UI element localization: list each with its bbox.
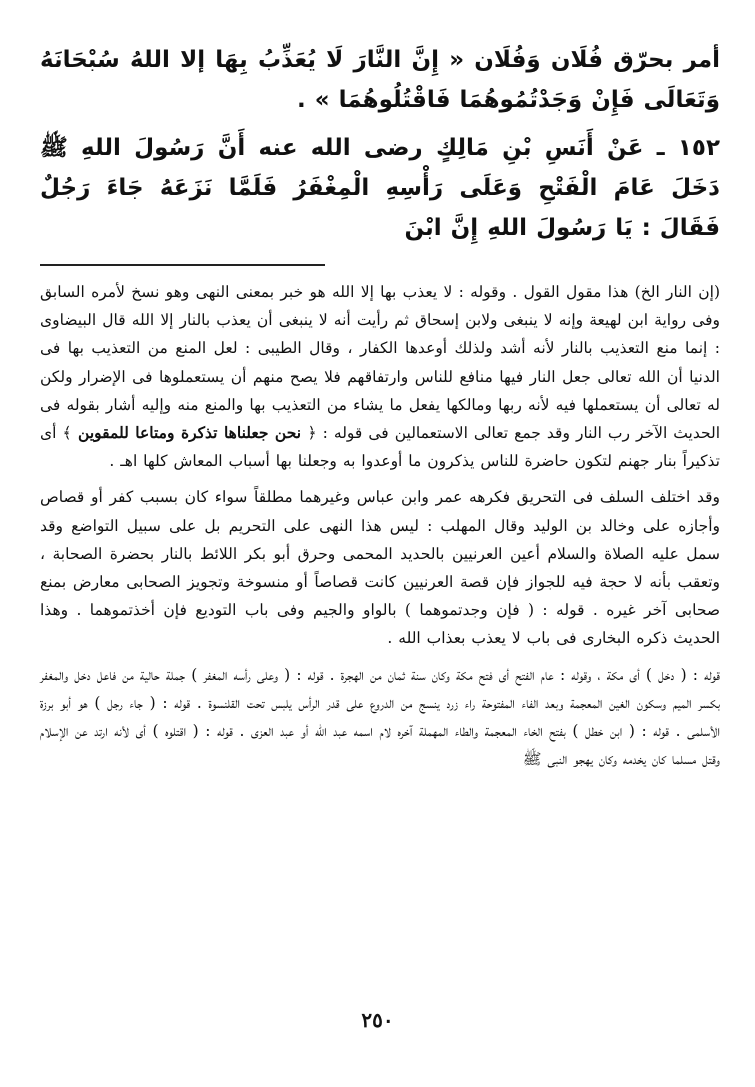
hadith-text-152: ١٥٢ ـ عَنْ أَنَسِ بْنِ مَالِكٍ رضى الله عنه أَنَّ رَسُولَ اللهِ ﷺ دَخَلَ عَامَ الْفَتْحِ وَعَلَى رَأْسِهِ الْمِغْفَرُ فَلَمَّا نَزَعَهُ جَاءَ رَجُلٌ فَقَالَ : يَا رَسُولَ اللهِ إِنَّ ابْنَ [40,135,720,241]
page-number: ٢٥٠ [361,1008,394,1032]
commentary-text: (إن النار الخ) هذا مقول القول . وقوله : لا يعذب بها إلا الله هو خبر بمعنى النهى وهو نسخ لأمره السابق وفى رواية ابن لهيعة وإنه لا ينبغى ولابن إسحاق ثم رأيت أنه لا ينبغى أن يعذب بالنار إلا الله قال البيضاوى : إنما منع التعذيب بالنار لأنه أشد ولذلك أوعدها الكفار ، وقال الطيبى : لعل المنع من التعذيب بها فى الدنيا أن الله تعالى جعل النار فيها منافع للناس وارتفاقهم فلا يصح منهم أن يستعملوها فى الإضرار ولكن له تعالى أن يستعملها فيه لأنه ربها ومالكها يفعل ما يشاء من التعذيب بها والمنع منه وإليه أشار بقوله فى الحديث الآخر رب النار وقد جمع تعالى الاستعمالين فى قوله : ﴿ [40,283,721,443]
commentary-text: ﴾ أى تذكيراً بنار جهنم لتكون حاضرة للناس يذكرون ما أوعدوا به وجعلنا بها أسباب المعاش كلها اهـ . [40,424,720,471]
commentary-paragraph-3: قوله : ( دخل ) أى مكة ، وقوله : عام الفتح أى فتح مكة وكان سنة ثمان من الهجرة . قوله : ( وعلى رأسه المغفر ) جملة حالية من فاعل دخل والمغفر بكسر الميم وسكون الغين المعجمة وبعد الفاء المفتوحة راء زرد ينسج من الدروع على قدر الرأس يلبس تحت القلنسوة . قوله : ( جاء رجل ) هو أبو برزة الأسلمى . قوله : ( ابن خطل ) بفتح الخاء المعجمة والطاء المهملة آخره لام اسمه عبد الله أو عبد العزى . قوله : ( اقتلوه ) أى لأنه ارتد عن الإسلام وقتل مسلما كان يخدمه وكان يهجو النبى ﷺ [40,665,720,769]
quran-quote: نحن جعلناها تذكرة ومتاعا للمقوين [71,423,308,443]
hadith-text-continued: أمر بحرّق فُلَان وَفُلَان « إِنَّ النَّارَ لَا يُعَذِّبُ بِهَا إلا اللهُ سُبْحَانَهُ وَتَعَالَى فَإِنْ وَجَدْتُمُوهُمَا فَاقْتُلُوهُمَا » . [40,47,720,113]
commentary-paragraph-1 [40,278,720,475]
book-page [40,40,720,1050]
commentary-paragraph-2: وقد اختلف السلف فى التحريق فكرهه عمر وابن عباس وغيرهما مطلقاً سواء كان بسبب كفر أو قصاص وأجازه على وخالد بن الوليد وقال المهلب : ليس هذا النهى على التحريم بل على سبيل التواضع وقد سمل عليه الصلاة والسلام أعين العرنيين بالحديد المحمى وحرق أبو بكر اللائط بالنار بحضرة الصحابة ، وتعقب بأنه لا حجة فيه للجواز فإن قصة العرنيين كانت قصاصاً أو منسوخة وتجويز الصحابى معارض بمنع صحابى آخر غيره . قوله : ( فإن وجدتموهما ) بالواو والجيم وفى باب التوديع فإن أخذتموهما . وهذا الحديث ذكره البخارى فى باب لا يعذب بعذاب الله . [40,488,720,648]
footnote-divider [40,264,325,266]
